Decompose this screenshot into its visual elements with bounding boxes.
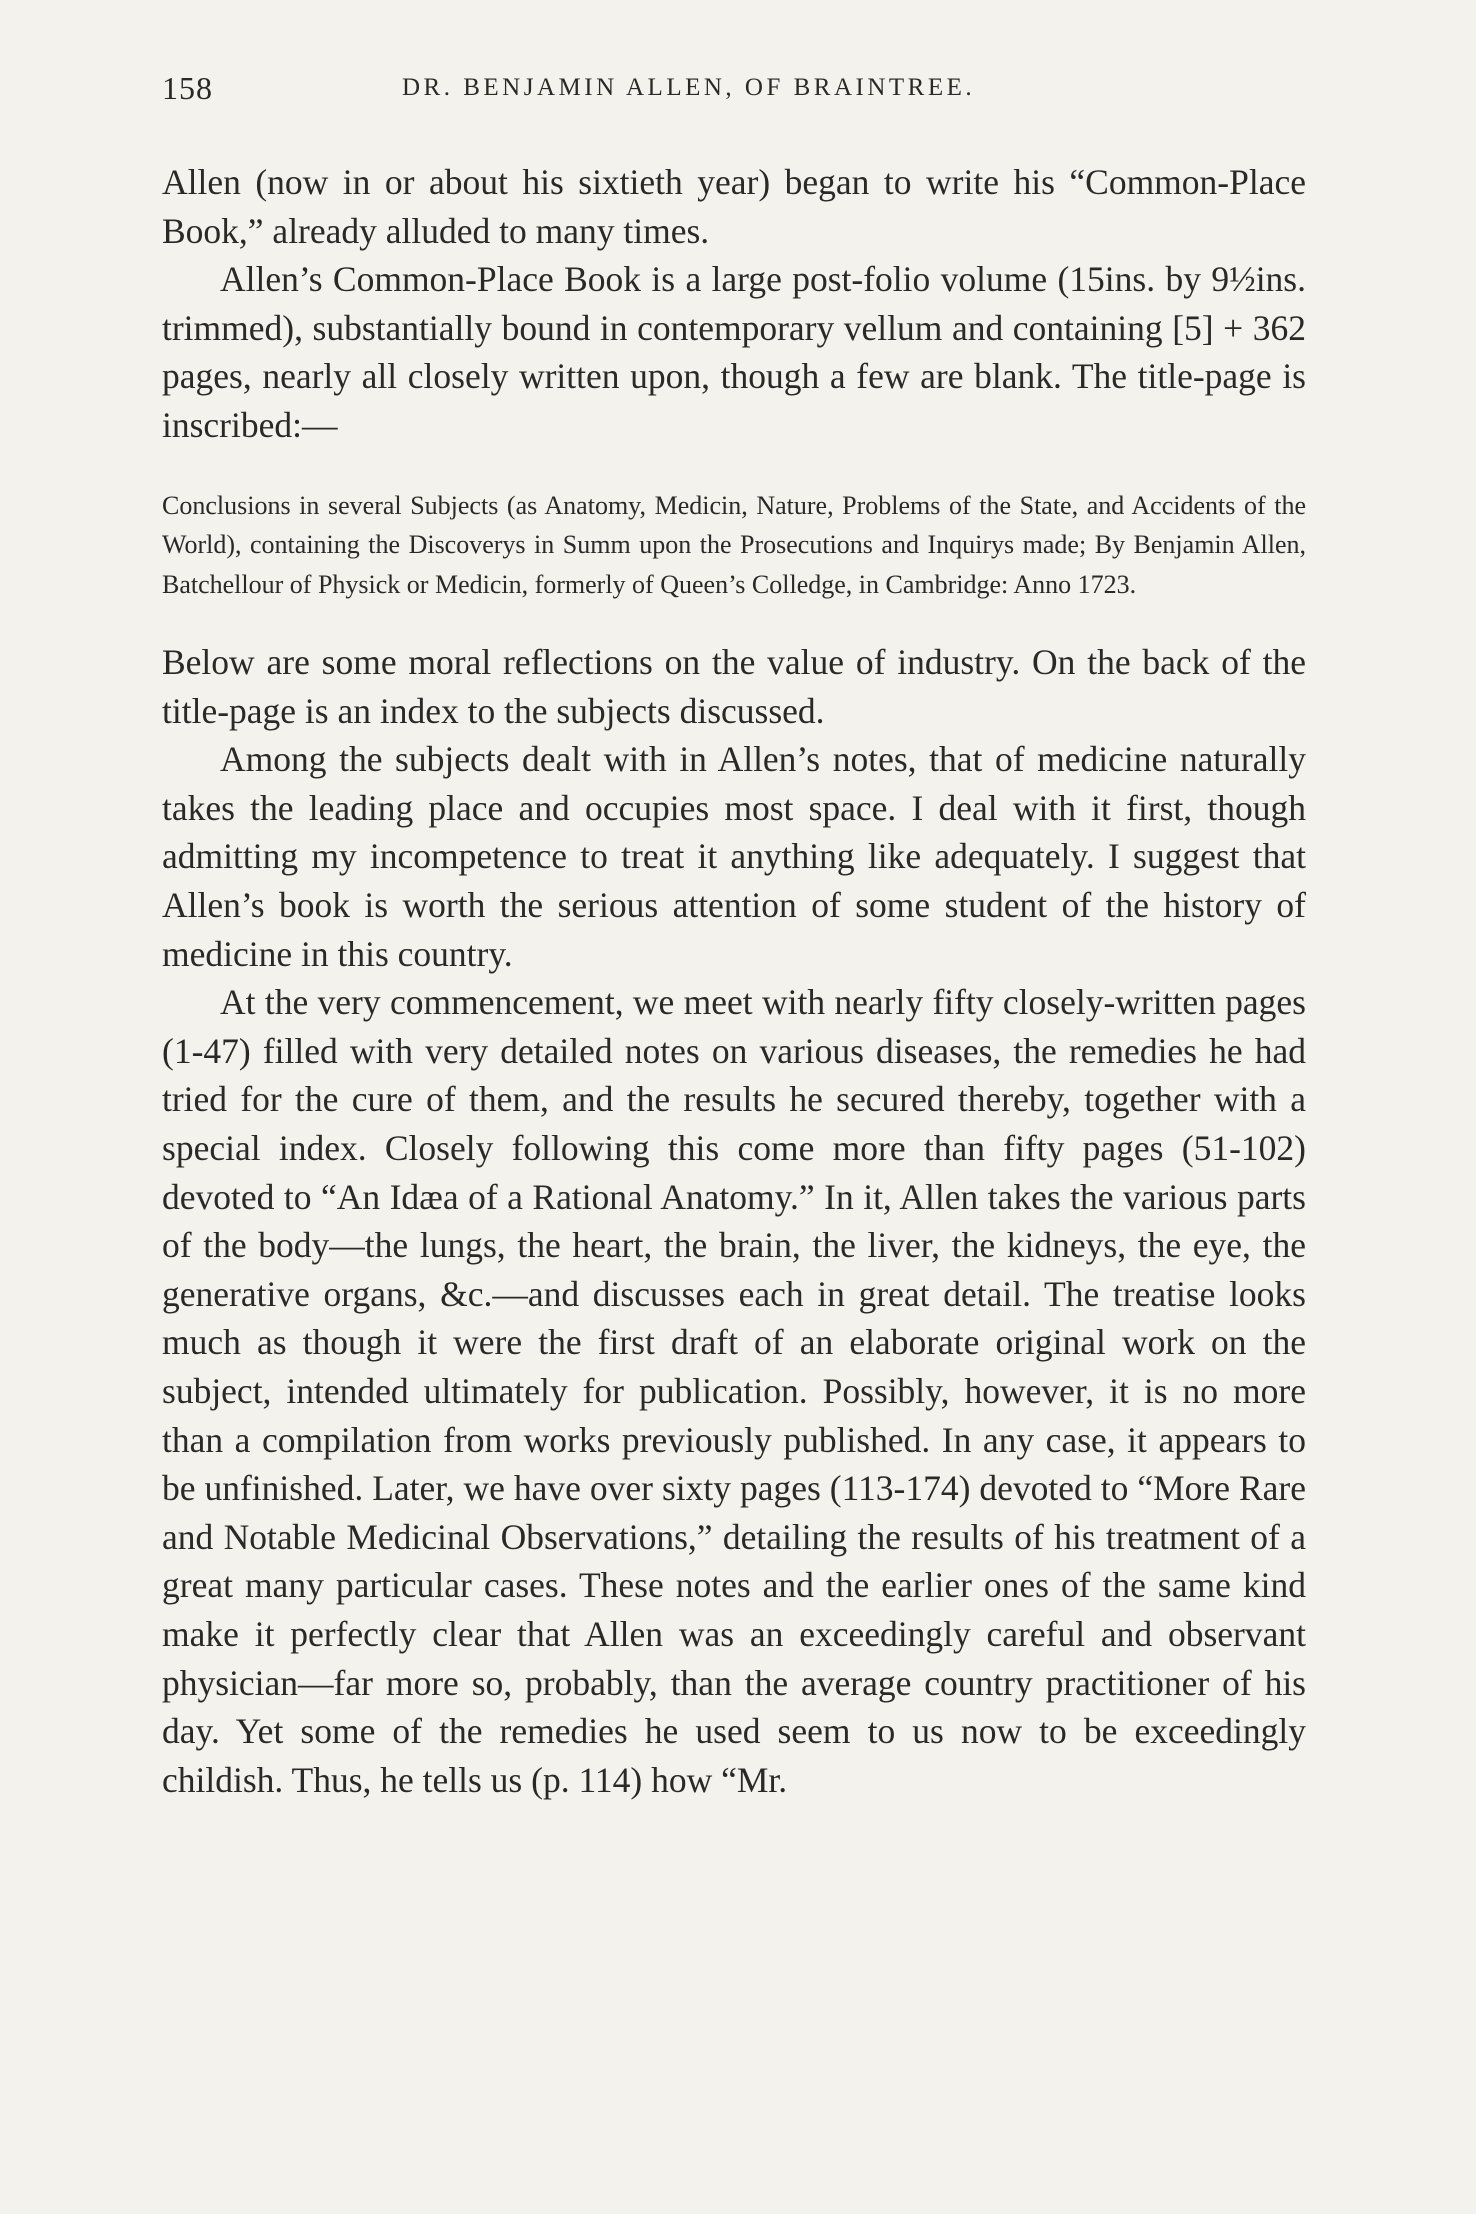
book-page [162,66,1306,2166]
page-number: 158 [162,70,213,106]
paragraph-4: Among the subjects dealt with in Allen’s notes, that of medicine naturally takes the leading place and occupies most space. I deal with it first, though admitting my incompetence to treat it anything like adequately. I suggest that Allen’s book is worth the serious attention of some student of the history of medicine in this country. [162,739,1306,974]
paragraph-1: Allen (now in or about his sixtieth year) began to write his “Common-Place Book,” already alluded to many times. [162,162,1306,251]
running-head [162,66,1306,126]
paragraph-2: Allen’s Common-Place Book is a large post-folio volume (15ins. by 9½ins. trimmed), substantially bound in contemporary vellum and containing [5] + 362 pages, nearly all closely written upon, though a few are blank. The title-page is inscribed:— [162,259,1306,445]
paragraph-5: At the very commencement, we meet with nearly fifty closely-written pages (1-47) filled with very detailed notes on various diseases, the remedies he had tried for the cure of them, and the results he secured thereby, together with a special index. Closely following this come more than fifty pages (51-102) devoted to “An Idæa of a Rational Anatomy.” In it, Allen takes the various parts of the body—the lungs, the heart, the brain, the liver, the kidneys, the eye, the generative organs, &c.—and discusses each in great detail. The treatise looks much as though it were the first draft of an elaborate original work on the subject, intended ultimately for publication. Possibly, however, it is no more than a compilation from works previously published. In any case, it appears to be unfinished. Later, we have over sixty pages (113-174) devoted to “More Rare and Notable Medicinal Observations,” detailing the results of his treatment of a great many particular cases. These notes and the earlier ones of the same kind make it perfectly clear that Allen was an exceedingly careful and observant physician—far more so, probably, than the average country practitioner of his day. Yet some of the remedies he used seem to us now to be exceedingly childish. Thus, he tells us (p. 114) how “Mr. [162,982,1306,1800]
paragraph-3: Below are some moral reflections on the value of industry. On the back of the title-page is an index to the subjects discussed. [162,642,1306,731]
title-page-quotation: Conclusions in several Subjects (as Anatomy, Medicin, Nature, Problems of the State, and Accidents of the World), containing the Discoverys in Summ upon the Prosecutions and Inquirys made; By Benjamin Allen, Batchellour of Physick or Medicin, formerly of Queen’s Colledge, in Cambridge: Anno 1723. [162,490,1306,599]
running-title: DR. BENJAMIN ALLEN, OF BRAINTREE. [402,74,976,101]
